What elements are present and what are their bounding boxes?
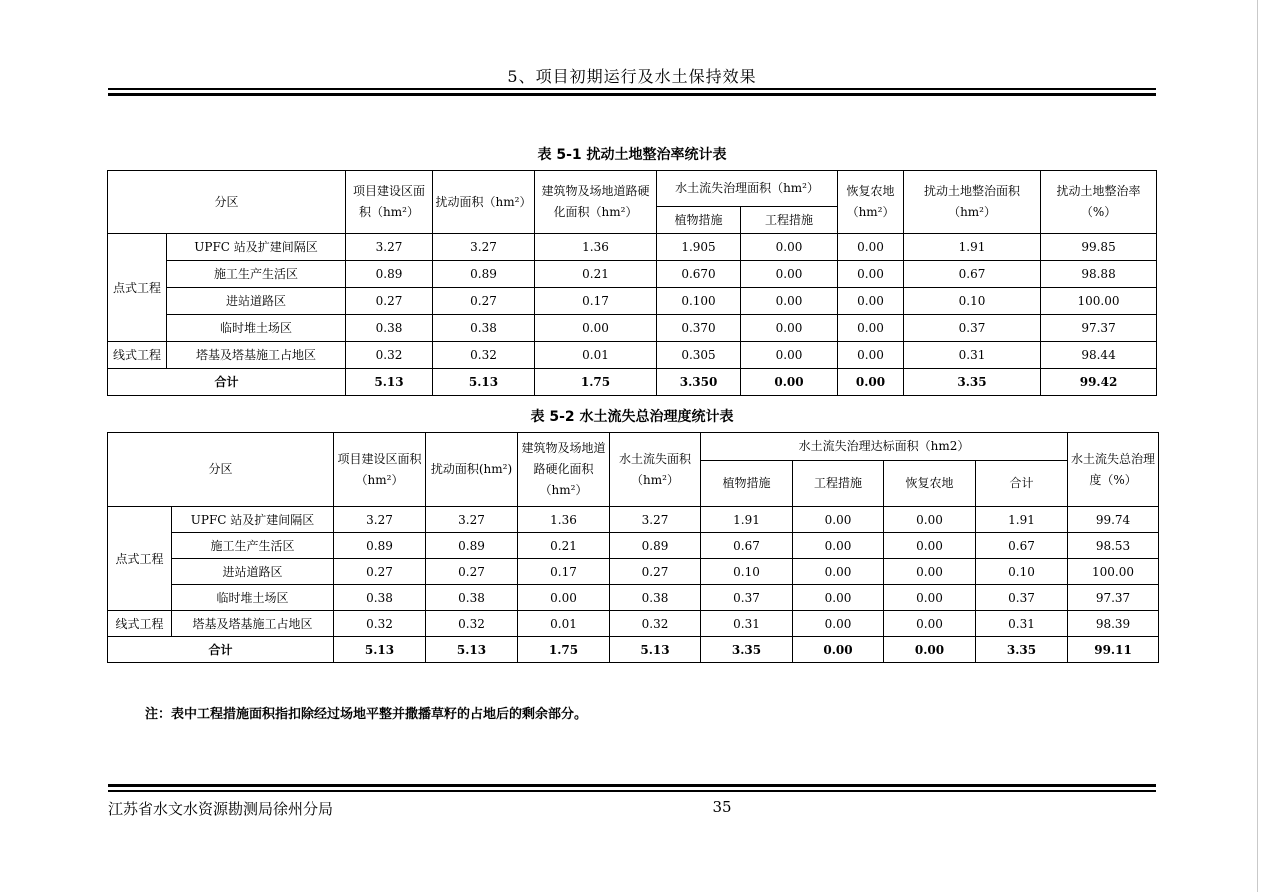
table-row xyxy=(108,611,1159,637)
table-cell: 1.36 xyxy=(535,234,657,261)
table-cell: 0.31 xyxy=(904,342,1041,369)
table-cell: 3.27 xyxy=(610,507,701,533)
table-cell: 0.00 xyxy=(884,611,976,637)
table-cell: 0.31 xyxy=(976,611,1068,637)
table-cell: 100.00 xyxy=(1068,559,1159,585)
table-cell: 临时堆土场区 xyxy=(172,585,334,611)
table-cell: 99.74 xyxy=(1068,507,1159,533)
table-cell: 5.13 xyxy=(610,637,701,663)
table-cell: 0.89 xyxy=(334,533,426,559)
table-cell: 0.38 xyxy=(610,585,701,611)
table-cell: 0.00 xyxy=(838,261,904,288)
table-cell: 0.00 xyxy=(793,559,884,585)
table-cell: 0.00 xyxy=(884,637,976,663)
t1-header-vegetation: 植物措施 xyxy=(657,207,741,234)
table-cell: 0.370 xyxy=(657,315,741,342)
t2-group-point: 点式工程 xyxy=(108,507,172,611)
t2-group-line: 线式工程 xyxy=(108,611,172,637)
table-total-row xyxy=(108,369,1157,396)
table-cell: 0.27 xyxy=(334,559,426,585)
table-cell: 0.00 xyxy=(518,585,610,611)
table-cell: 98.88 xyxy=(1041,261,1157,288)
table2 xyxy=(107,432,1159,663)
t1-header-reclaim-rate: 扰动土地整治率（%） xyxy=(1041,171,1157,234)
table-cell: 0.305 xyxy=(657,342,741,369)
t2-header-subtotal: 合计 xyxy=(976,461,1068,507)
header-rule-top xyxy=(108,88,1156,90)
table-cell: 0.10 xyxy=(701,559,793,585)
table-cell: 0.31 xyxy=(701,611,793,637)
table-cell: 1.91 xyxy=(701,507,793,533)
table-cell: 临时堆土场区 xyxy=(167,315,346,342)
t1-header-project-area: 项目建设区面积（hm²） xyxy=(346,171,433,234)
table-cell: 0.10 xyxy=(976,559,1068,585)
t1-header-engineering: 工程措施 xyxy=(741,207,838,234)
table-row xyxy=(108,342,1157,369)
table-cell: 0.00 xyxy=(793,507,884,533)
t1-header-hardened-area: 建筑物及场地道路硬化面积（hm²） xyxy=(535,171,657,234)
table-cell: 0.89 xyxy=(346,261,433,288)
table-cell: 0.00 xyxy=(741,288,838,315)
table-cell: 塔基及塔基施工占地区 xyxy=(172,611,334,637)
table-cell: 5.13 xyxy=(334,637,426,663)
table-cell: 0.32 xyxy=(433,342,535,369)
table-cell: 0.00 xyxy=(535,315,657,342)
table-cell: 0.27 xyxy=(610,559,701,585)
table-row xyxy=(108,234,1157,261)
table-cell: 1.75 xyxy=(535,369,657,396)
table-cell: 1.36 xyxy=(518,507,610,533)
table-cell: 0.00 xyxy=(884,507,976,533)
table-cell: 0.00 xyxy=(741,315,838,342)
t1-header-erosion-control: 水土流失治理面积（hm²） xyxy=(657,171,838,207)
table-cell: 0.27 xyxy=(426,559,518,585)
t2-header-zone: 分区 xyxy=(108,433,334,507)
table-cell: 施工生产生活区 xyxy=(172,533,334,559)
t1-header-disturbed-area: 扰动面积（hm²） xyxy=(433,171,535,234)
table-row xyxy=(108,261,1157,288)
table-cell: 0.67 xyxy=(904,261,1041,288)
table-cell: 0.01 xyxy=(518,611,610,637)
table-cell: 3.35 xyxy=(701,637,793,663)
table-cell: 5.13 xyxy=(426,637,518,663)
table-cell: 3.27 xyxy=(426,507,518,533)
table-row xyxy=(108,315,1157,342)
table-cell: 0.17 xyxy=(535,288,657,315)
table-cell: 0.32 xyxy=(346,342,433,369)
table1 xyxy=(107,170,1157,396)
table-cell: 0.89 xyxy=(610,533,701,559)
table-cell: 3.27 xyxy=(334,507,426,533)
t2-header-erosion-area: 水土流失面积（hm²） xyxy=(610,433,701,507)
table-cell: 1.75 xyxy=(518,637,610,663)
table-cell: 3.350 xyxy=(657,369,741,396)
table-cell: 0.38 xyxy=(433,315,535,342)
table-note: 注：表中工程措施面积指扣除经过场地平整并撒播草籽的占地后的剩余部分。 xyxy=(145,707,588,722)
table-cell: 0.00 xyxy=(741,369,838,396)
table-cell: 98.53 xyxy=(1068,533,1159,559)
table-cell: 99.11 xyxy=(1068,637,1159,663)
table-cell: 进站道路区 xyxy=(167,288,346,315)
table-cell: 0.00 xyxy=(741,261,838,288)
t1-group-point: 点式工程 xyxy=(108,234,167,342)
table-cell: 0.37 xyxy=(976,585,1068,611)
footer-rule-bottom xyxy=(108,790,1156,792)
section-title: 5、项目初期运行及水土保持效果 xyxy=(507,67,757,86)
table-cell: 0.00 xyxy=(793,637,884,663)
table-cell: 0.00 xyxy=(793,585,884,611)
table-row xyxy=(108,585,1159,611)
table-cell: 3.35 xyxy=(904,369,1041,396)
page-number: 35 xyxy=(712,798,732,816)
table-cell: UPFC 站及扩建间隔区 xyxy=(172,507,334,533)
table-cell: 0.89 xyxy=(426,533,518,559)
t1-header-reclaimed-area: 扰动土地整治面积（hm²） xyxy=(904,171,1041,234)
table-cell: 0.00 xyxy=(838,288,904,315)
table-cell: 0.21 xyxy=(518,533,610,559)
table-cell: 1.91 xyxy=(976,507,1068,533)
table-cell: 0.27 xyxy=(346,288,433,315)
table-cell: 0.00 xyxy=(884,559,976,585)
table-cell: 0.00 xyxy=(793,533,884,559)
table-cell: UPFC 站及扩建间隔区 xyxy=(167,234,346,261)
table-cell: 99.42 xyxy=(1041,369,1157,396)
table-cell: 0.100 xyxy=(657,288,741,315)
table-cell: 0.00 xyxy=(838,342,904,369)
footer-rule-top xyxy=(108,784,1156,787)
t2-total-label: 合计 xyxy=(108,637,334,663)
table-cell: 0.00 xyxy=(741,234,838,261)
table1-title: 表 5-1 扰动土地整治率统计表 xyxy=(537,147,727,163)
table-cell: 施工生产生活区 xyxy=(167,261,346,288)
table-cell: 0.00 xyxy=(793,611,884,637)
table-cell: 5.13 xyxy=(433,369,535,396)
table-cell: 97.37 xyxy=(1041,315,1157,342)
table-cell: 0.67 xyxy=(701,533,793,559)
table-cell: 0.32 xyxy=(426,611,518,637)
page-edge-line xyxy=(1257,0,1258,892)
t2-header-control-degree: 水土流失总治理度（%） xyxy=(1068,433,1159,507)
t2-header-vegetation: 植物措施 xyxy=(701,461,793,507)
table-cell: 3.27 xyxy=(433,234,535,261)
table-cell: 0.21 xyxy=(535,261,657,288)
table-cell: 3.35 xyxy=(976,637,1068,663)
t2-header-treated-area: 水土流失治理达标面积（hm2） xyxy=(701,433,1068,461)
table-cell: 0.37 xyxy=(701,585,793,611)
table-cell: 0.38 xyxy=(346,315,433,342)
table-cell: 98.44 xyxy=(1041,342,1157,369)
t1-header-farmland: 恢复农地（hm²） xyxy=(838,171,904,234)
table-cell: 0.670 xyxy=(657,261,741,288)
table-cell: 0.01 xyxy=(535,342,657,369)
table-cell: 0.67 xyxy=(976,533,1068,559)
table-cell: 0.17 xyxy=(518,559,610,585)
table-total-row xyxy=(108,637,1159,663)
table-cell: 5.13 xyxy=(346,369,433,396)
table-cell: 98.39 xyxy=(1068,611,1159,637)
table2-title: 表 5-2 水土流失总治理度统计表 xyxy=(530,409,734,425)
t2-header-hardened-area: 建筑物及场地道路硬化面积（hm²） xyxy=(518,433,610,507)
t1-total-label: 合计 xyxy=(108,369,346,396)
table-cell: 0.00 xyxy=(884,585,976,611)
table-cell: 进站道路区 xyxy=(172,559,334,585)
t2-header-disturbed-area: 扰动面积(hm²) xyxy=(426,433,518,507)
t1-group-line: 线式工程 xyxy=(108,342,167,369)
table-cell: 0.10 xyxy=(904,288,1041,315)
table-row xyxy=(108,288,1157,315)
table-cell: 0.00 xyxy=(884,533,976,559)
t2-header-engineering: 工程措施 xyxy=(793,461,884,507)
header-rule-bottom xyxy=(108,93,1156,96)
t2-header-project-area: 项目建设区面积（hm²） xyxy=(334,433,426,507)
table-cell: 0.27 xyxy=(433,288,535,315)
table-cell: 0.00 xyxy=(838,369,904,396)
table-row xyxy=(108,559,1159,585)
table-cell: 97.37 xyxy=(1068,585,1159,611)
table-row xyxy=(108,533,1159,559)
t2-header-farmland: 恢复农地 xyxy=(884,461,976,507)
table-cell: 0.38 xyxy=(334,585,426,611)
table-cell: 0.00 xyxy=(838,315,904,342)
table-cell: 3.27 xyxy=(346,234,433,261)
table-cell: 0.89 xyxy=(433,261,535,288)
table-cell: 0.37 xyxy=(904,315,1041,342)
table-cell: 0.00 xyxy=(838,234,904,261)
footer-organization: 江苏省水文水资源勘测局徐州分局 xyxy=(108,800,334,818)
table-cell: 0.00 xyxy=(741,342,838,369)
table-cell: 99.85 xyxy=(1041,234,1157,261)
table-cell: 1.905 xyxy=(657,234,741,261)
table-cell: 0.32 xyxy=(610,611,701,637)
t1-header-zone: 分区 xyxy=(108,171,346,234)
table-cell: 0.38 xyxy=(426,585,518,611)
table-cell: 0.32 xyxy=(334,611,426,637)
table-cell: 1.91 xyxy=(904,234,1041,261)
table-row xyxy=(108,507,1159,533)
table-cell: 塔基及塔基施工占地区 xyxy=(167,342,346,369)
table-cell: 100.00 xyxy=(1041,288,1157,315)
